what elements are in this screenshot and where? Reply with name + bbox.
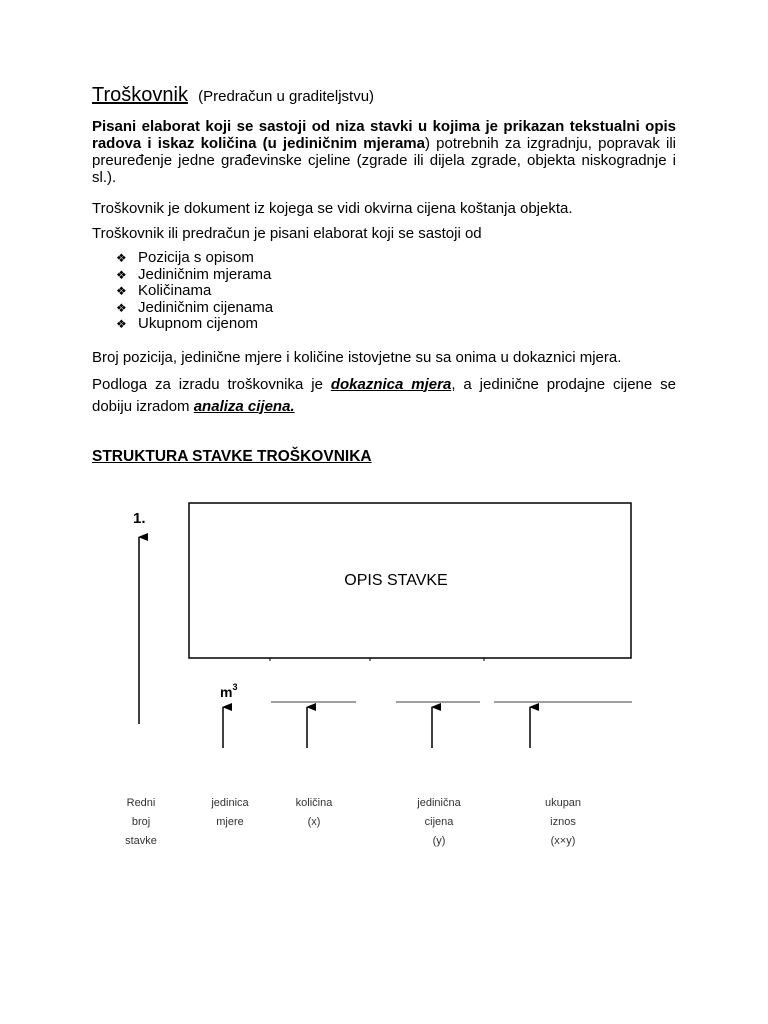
link-analiza-cijena[interactable]: analiza cijena. — [193, 397, 295, 415]
svg-text:mjere: mjere — [216, 816, 244, 828]
title-subtitle: (Predračun u graditeljstvu) — [198, 88, 375, 105]
link-dokaznica-mjera[interactable]: dokaznica mjera — [330, 375, 452, 393]
diamond-bullet-icon: ❖ — [116, 267, 127, 282]
list-item: ❖ Jediničnim mjerama — [116, 265, 272, 283]
svg-text:iznos: iznos — [550, 816, 576, 828]
svg-text:Redni: Redni — [126, 797, 156, 809]
caption-item-number — [125, 797, 157, 847]
list-item: ❖ Ukupnom cijenom — [116, 315, 259, 332]
unit-label: $m^3$ — [220, 682, 238, 700]
caption-unit-price — [416, 797, 461, 847]
diamond-bullet-icon: ❖ — [116, 300, 127, 315]
caption-quantity — [296, 797, 334, 828]
caption-unit — [210, 797, 249, 828]
svg-text:(y): (y) — [432, 835, 446, 847]
svg-text:(x×y): (x×y) — [550, 835, 576, 847]
paragraph-price-overview: Troškovnik je dokument iz kojega se vidi okvirna cijena koštanja objekta. — [92, 200, 573, 217]
paragraph-basis: Podloga za izradu troškovnika je dokaznica mjera, a jedinične prodajne cijene se dobiju izradom analiza cijena. — [92, 375, 676, 415]
list-item: ❖ Količinama — [116, 282, 212, 299]
svg-text:količina: količina — [295, 797, 333, 809]
list-item: ❖ Pozicija s opisom — [116, 249, 254, 266]
svg-text:broj: broj — [131, 816, 151, 828]
caption-total-amount — [545, 797, 581, 847]
section-heading: STRUKTURA STAVKE TROŠKOVNIKA — [92, 447, 372, 465]
diamond-bullet-icon: ❖ — [116, 284, 127, 298]
intro-bold-text: Pisani elaborat koji se sastoji od niza stavki u kojima je prikazan tekstualni opis radova i iskaz količina (u jediničnim mjerama — [92, 118, 676, 152]
item-number-label: 1. — [133, 510, 146, 527]
title-main: Troškovnik — [92, 84, 188, 106]
diamond-bullet-icon: ❖ — [116, 251, 127, 265]
intro-normal-text: ) potrebnih za izgradnju, popravak ili preuređenje jedne građevinske cjeline (zgrade ili dijela zgrade, objekta niskogradnje i sl.). — [92, 135, 676, 186]
svg-text:cijena: cijena — [424, 816, 454, 828]
description-box-label: OPIS STAVKE — [344, 572, 448, 589]
diamond-bullet-icon: ❖ — [116, 317, 127, 331]
paragraph-composition: Troškovnik ili predračun je pisani elaborat koji se sastoji od — [92, 225, 482, 242]
svg-text:stavke: stavke — [125, 835, 157, 847]
svg-text:(x): (x) — [307, 816, 321, 828]
svg-text:jedinica: jedinica — [211, 797, 249, 809]
svg-text:ukupan: ukupan — [544, 797, 582, 809]
paragraph-positions: Broj pozicija, jedinične mjere i količine istovjetne su sa onima u dokaznici mjera. — [92, 348, 622, 366]
list-item: ❖ Jediničnim cijenama — [116, 298, 274, 316]
svg-text:jedinična: jedinična — [417, 797, 461, 809]
